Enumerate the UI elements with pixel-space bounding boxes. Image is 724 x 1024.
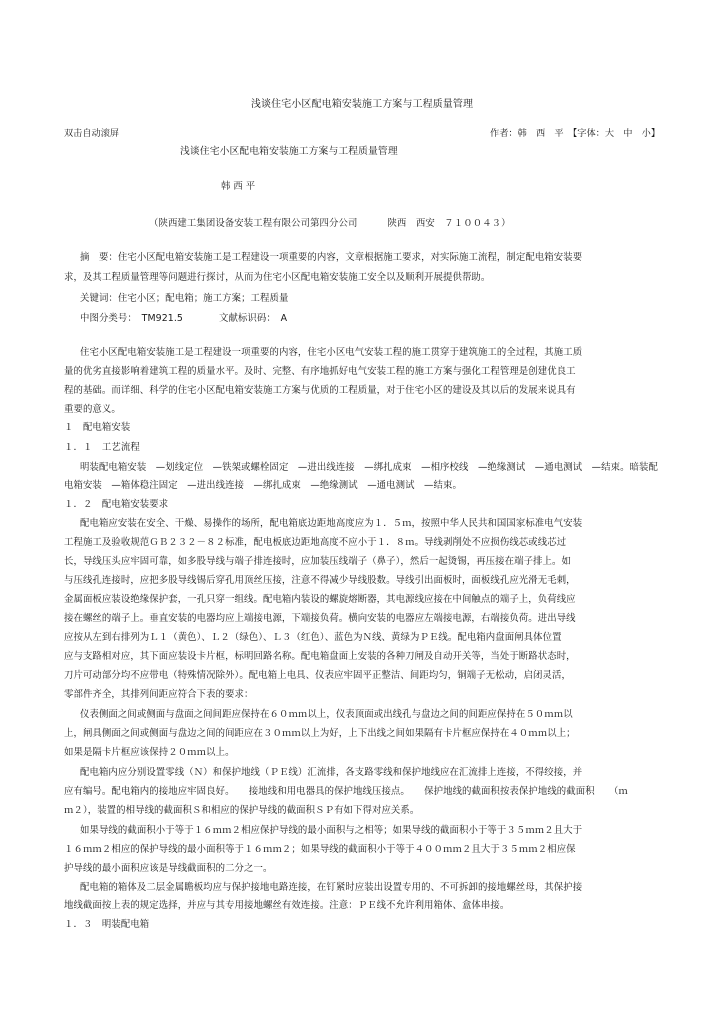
body-line: 工程施工及验收规范ＧＢ２３２－８２标准，配电板底边距地高度不应小于１．８ｍ。导线剥削处不应损伤线芯或线芯过 bbox=[64, 537, 567, 548]
font-small-link[interactable]: 小 bbox=[641, 128, 651, 139]
body-line: 电箱安装 —箱体稳注固定 —进出线连接 —绑扎成束 —绝缘测试 —通电测试 —结束。 bbox=[64, 480, 462, 491]
body-line: 如果导线的截面积小于等于１６ｍｍ２相应保护导线的最小面积与之相等；如果导线的截面积小于等于３５ｍｍ２且大于 bbox=[80, 825, 583, 836]
body-line: 长，导线压头应牢固可靠，如多股导线与端子排连接时，应加装压线端子（鼻子），然后一起烫锡，再压接在端子排上。如 bbox=[64, 556, 571, 567]
body-line: 重要的意义。 bbox=[64, 404, 121, 415]
section-heading: １．２ 配电箱安装要求 bbox=[64, 499, 169, 510]
body-line: 明装配电箱安装 —划线定位 —铁架或螺栓固定 —进出线连接 —绑扎成束 —相序校线 —绝缘测试 —通电测试 —结束。暗装配 bbox=[80, 462, 658, 473]
font-medium-link[interactable]: 中 bbox=[623, 128, 633, 139]
body-line: 应有编号。配电箱内的接地应牢固良好。 接地线和用电器具的保护地线压接点。 保护地线的截面积按表保护地线的截面积 （ｍ bbox=[64, 786, 628, 797]
section-heading: １ 配电箱安装 bbox=[64, 422, 131, 433]
body-line: ｍ２），装置的相导线的截面积Ｓ和相应的保护导线的截面积ＳＰ有如下得对应关系。 bbox=[64, 805, 420, 816]
article-affiliation bbox=[149, 218, 511, 230]
classification-line bbox=[80, 313, 287, 325]
clc-number: 中图分类号： TM921.5 bbox=[80, 313, 183, 324]
body-line: 程的基础。而详细、科学的住宅小区配电箱安装施工方案与优质的工程质量，对于住宅小区的建设及其以后的发展来说具有 bbox=[64, 385, 576, 396]
body-line: 仪表侧面之间或侧面与盘面之间间距应保持在６０ｍｍ以上，仪表顶面或出线孔与盘边之间的间距应保持在５０ｍｍ以 bbox=[80, 709, 573, 720]
affiliation-location: 陕西 西安 ７１００４３） bbox=[387, 218, 511, 229]
font-size-close: 】 bbox=[650, 128, 660, 139]
auto-scroll-link[interactable]: 双击自动滚屏 bbox=[64, 128, 120, 139]
body-line: １６ｍｍ２相应的保护导线的最小面积等于１６ｍｍ２；如果导线的截面积小于等于４００ｍｍ２且大于３５ｍｍ２相应保 bbox=[64, 844, 576, 855]
body-line: 接在螺丝的端子上。垂直安装的电器均应上端接电源，下端接负荷。横向安装的电器应左端接电源，右端接负荷。进出导线 bbox=[64, 613, 576, 624]
article-toolbar bbox=[64, 125, 660, 139]
body-line: 护导线的最小面积应该是导线截面积的二分之一。 bbox=[64, 863, 273, 874]
section-heading: １．１ 工艺流程 bbox=[64, 442, 140, 453]
affiliation-org: （陕西建工集团设备安装工程有限公司第四分公司 bbox=[149, 218, 358, 229]
body-line: 上，闸具侧面之间或侧面与盘边之间的间距应在３０ｍｍ以上为好，上下出线之间如果隔有卡片框应保持在４０ｍｍ以上； bbox=[64, 728, 576, 739]
font-large-link[interactable]: 大 bbox=[604, 128, 615, 139]
body-line: 地线截面按上表的规定选择，并应与其专用接地螺丝有效连接。注意：ＰＥ线不允许利用箱体、盒体串接。 bbox=[64, 900, 510, 911]
section-heading: １．３ 明装配电箱 bbox=[64, 919, 150, 930]
abstract-line: 求，及其工程质量管理等问题进行探讨，从而为住宅小区配电箱安装施工安全以及顺利开展提供帮助。 bbox=[64, 272, 491, 283]
article-author: 韩西平 bbox=[221, 181, 259, 192]
body-line: 如果是隔卡片框应该保持２０ｍｍ以上。 bbox=[64, 747, 235, 758]
body-line: 住宅小区配电箱安装施工是工程建设一项重要的内容，住宅小区电气安装工程的施工贯穿于建筑施工的全过程，其施工质 bbox=[80, 347, 583, 358]
body-line: 应按从左到右排列为Ｌ１（黄色）、Ｌ２（绿色）、Ｌ３（红色）、蓝色为Ｎ线、黄绿为ＰＥ线。配电箱内盘面闸具体位置 bbox=[64, 632, 562, 643]
body-line: 配电箱内应分别设置零线（Ｎ）和保护地线（ＰＥ线）汇流排，各支路零线和保护地线应在汇流排上连接，不得绞接，并 bbox=[80, 767, 583, 778]
body-line: 量的优劣直接影响着建筑工程的质量水平。及时、完整、有序地抓好电气安装工程的施工方案与强化工程管理是创建优良工 bbox=[64, 366, 576, 377]
body-line: 刀片可动部分均不应带电（特殊情况除外）。配电箱上电具、仪表应牢固平正整洁、间距均匀，铜端子无松动，启闭灵活， bbox=[64, 670, 571, 681]
keywords: 关键词：住宅小区；配电箱；施工方案；工程质量 bbox=[80, 293, 289, 304]
abstract-line: 摘 要：住宅小区配电箱安装施工是工程建设一项重要的内容，文章根据施工要求，对实际施工流程，制定配电箱安装要 bbox=[80, 252, 583, 263]
body-line: 与压线孔连接时，应把多股导线锡后穿孔用顶丝压接，注意不得减少导线股数。导线引出面板时，面板线孔应光滑无毛刺， bbox=[64, 575, 576, 586]
body-line: 金属面板应装设绝缘保护套，一孔只穿一组线。配电箱内装设的螺旋熔断器，其电源线应接在中间触点的端子上，负荷线应 bbox=[64, 594, 576, 605]
document-code: 文献标识码： A bbox=[219, 313, 288, 324]
article-title: 浅谈住宅小区配电箱安装施工方案与工程质量管理 bbox=[180, 146, 398, 157]
body-line: 配电箱的箱体及二层金属瞻板均应与保护接地电路连接，在钉紧时应装出设置专用的、不可拆卸的接地螺丝母，其保护接 bbox=[80, 882, 583, 893]
author-label: 作者：韩 西 平 bbox=[490, 128, 564, 139]
document-title: 浅谈住宅小区配电箱安装施工方案与工程质量管理 bbox=[250, 99, 474, 110]
body-line: 配电箱应安装在安全、干燥、易操作的场所，配电箱底边距地高度应为１．５ｍ，按照中华人民共和国国家标准电气安装 bbox=[80, 518, 583, 529]
font-size-open: 【字体： bbox=[572, 128, 605, 139]
body-line: 零部件齐全，其排列间距应符合下表的要求： bbox=[64, 689, 254, 700]
author-font-bar bbox=[490, 125, 660, 139]
body-line: 应与支路相对应，其下面应装设卡片框，标明回路名称。配电箱盘面上安装的各种刀闸及自动开关等，当处于断路状态时， bbox=[64, 651, 576, 662]
